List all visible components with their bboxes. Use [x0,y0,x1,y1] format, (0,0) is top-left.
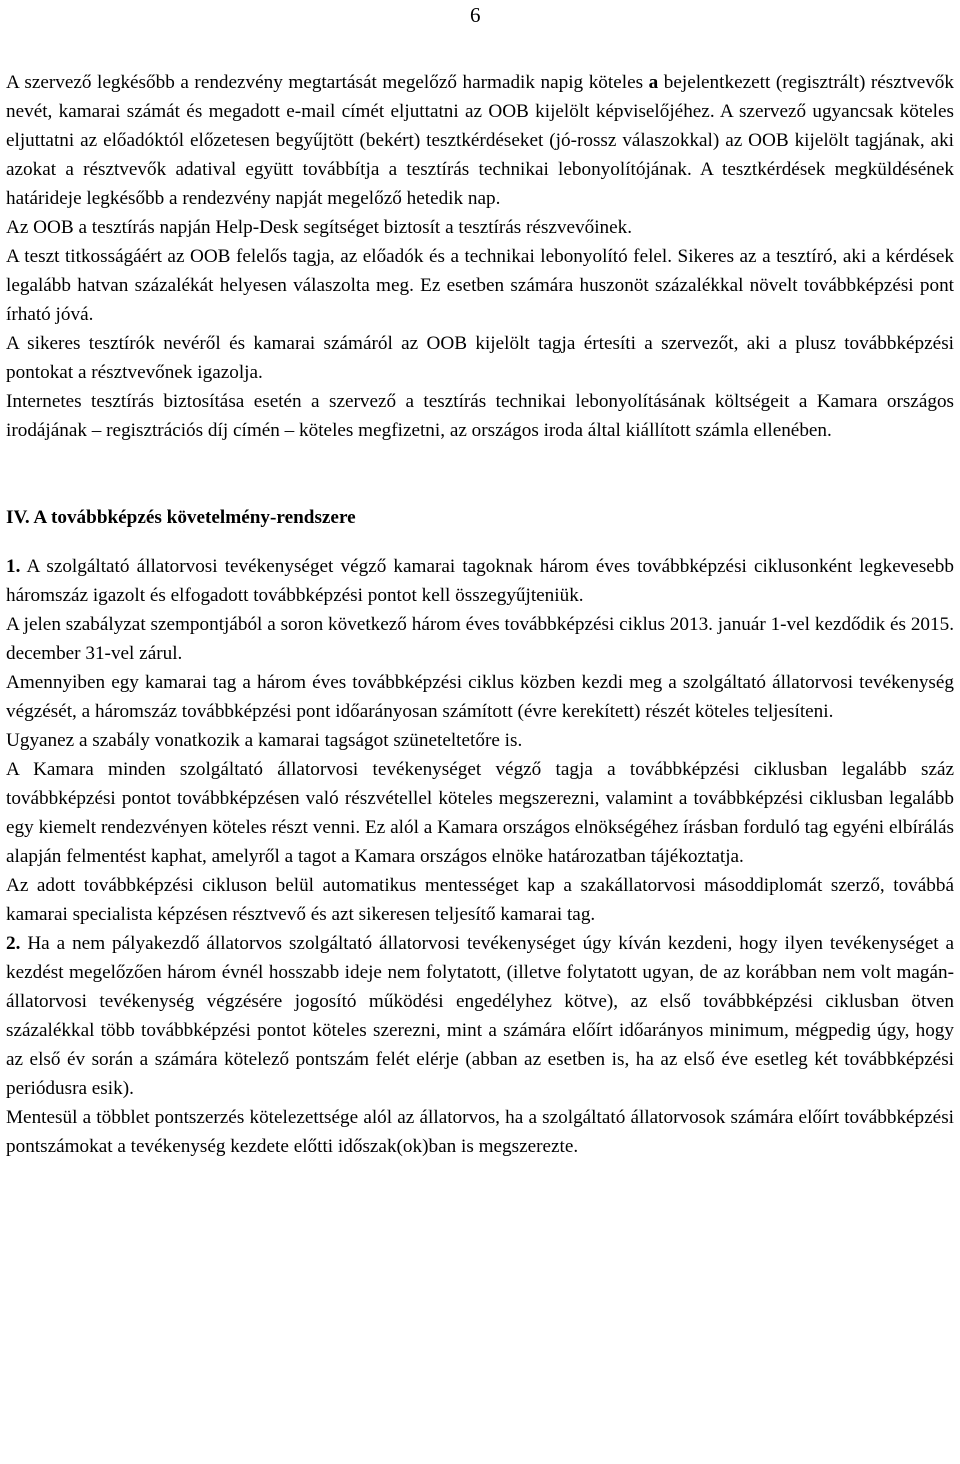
paragraph-extra-points-exemption: Mentesül a többlet pontszerzés kötelezettsége alól az állatorvos, ha a szolgáltató állatorvosok számára előírt továbbképzési pontszámokat a tevékenység kezdete előtti időszak(ok)ban is megszerezte. [6,1107,954,1157]
paragraph-cycle-dates: A jelen szabályzat szempontjából a soron következő három éves továbbképzési ciklus 2013. január 1-vel kezdődik és 2015. december 31-vel zárul. [6,614,954,664]
paragraph-text: A szolgáltató állatorvosi tevékenységet végző kamarai tagoknak három éves továbbképzési ciklusonként legkevesebb háromszáz igazolt és elfogadott továbbképzési pontot kell összegyűjteniük. [6,556,954,606]
paragraph-test-results: A sikeres tesztírók nevéről és kamarai számáról az OOB kijelölt tagja értesíti a szervezőt, aki a plusz továbbképzési pontokat a résztvevőnek igazolja. [6,333,954,383]
page-number: 6 [470,3,481,27]
paragraph-registration [6,68,954,213]
paragraph-helpdesk: Az OOB a tesztírás napján Help-Desk segítséget biztosít a tesztírás részvevőinek. [6,217,633,238]
bold-word: a [648,72,659,93]
paragraph-text: A szervező legkésőbb a rendezvény megtartását megelőző harmadik napig köteles [6,72,649,93]
section-heading: IV. A továbbképzés követelmény-rendszere [6,507,356,528]
section1-paragraph [6,552,954,610]
paragraph-text: bejelentkezett (regisztrált) résztvevők nevét, kamarai számát és megadott e-mail címét eljuttatni az OOB kijelölt képviselőjéhez. A szervező ugyancsak köteles eljuttatni az előadóktól előzetesen begyűjtött (bekért) tesztkérdéseket (jó-rossz válaszokkal) az OOB kijelölt tagjának, aki azokat a résztvevők adatival együtt továbbítja a tesztírás technikai lebonyolítójának. A tesztkérdések megküldésének határideje legkésőbb a rendezvény napját megelőző hetedik nap. [6,72,954,209]
paragraph-minimum-attendance: A Kamara minden szolgáltató állatorvosi tevékenységet végző tagja a továbbképzési ciklusban legalább száz továbbképzési pontot továbbképzésen való részvétellel köteles megszerezni, valamint a továbbképzési ciklusban legalább egy kiemelt rendezvényen köteles részt venni. Ez alól a Kamara országos elnökségéhez írásban forduló tag egyéni elbírálás alapján felmentést kaphat, amelyről a tagot a Kamara országos elnöke határozatban tájékoztatja. [6,759,954,867]
paragraph-text: Ha a nem pályakezdő állatorvos szolgáltató állatorvosi tevékenységet úgy kíván kezdeni, hogy ilyen tevékenységet a kezdést megelőzően három évnél hosszabb ideje nem folytatott, (illetve folytatott ugyan, de az korábban nem volt magán-állatorvosi tevékenység végzésére jogosító működési engedélyhez kötve), az első továbbképzési ciklusban ötven százalékkal több továbbképzési pontot köteles szerezni, mint a számára előírt időarányos minimum, mégpedig úgy, hogy az első év során a számára kötelező pontszám felét elérje (abban az esetben is, ha az első éve esetleg két továbbképzési periódusra esik). [6,933,954,1099]
paragraph-internet-test: Internetes tesztírás biztosítása esetén a szervező a tesztírás technikai lebonyolításának költségeit a Kamara országos irodájának – regisztrációs díj címén – köteles megfizetni, az országos iroda által kiállított számla ellenében. [6,391,954,441]
section2-paragraph [6,929,954,1103]
paragraph-proportional: Amennyiben egy kamarai tag a három éves továbbképzési ciklus közben kezdi meg a szolgáltató állatorvosi tevékenység végzését, a háromszáz továbbképzési pont időarányosan számított (évre kerekített) részét köteles teljesíteni. [6,672,954,722]
paragraph-exemption: Az adott továbbképzési cikluson belül automatikus mentességet kap a szakállatorvosi másoddiplomát szerző, továbbá kamarai specialista képzésen résztvevő és azt sikeresen teljesítő kamarai tag. [6,875,954,925]
section-number: 1. [6,556,21,577]
document-body [6,68,954,1161]
paragraph-suspended: Ugyanez a szabály vonatkozik a kamarai tagságot szüneteltetőre is. [6,730,523,751]
section-number: 2. [6,933,21,954]
paragraph-test-secrecy: A teszt titkosságáért az OOB felelős tagja, az előadók és a technikai lebonyolító felel. Sikeres az a tesztíró, aki a kérdések legalább hatvan százalékát helyesen válaszolta meg. Ez esetben számára huszonöt százalékkal növelt továbbképzési pont írható jóvá. [6,246,954,325]
